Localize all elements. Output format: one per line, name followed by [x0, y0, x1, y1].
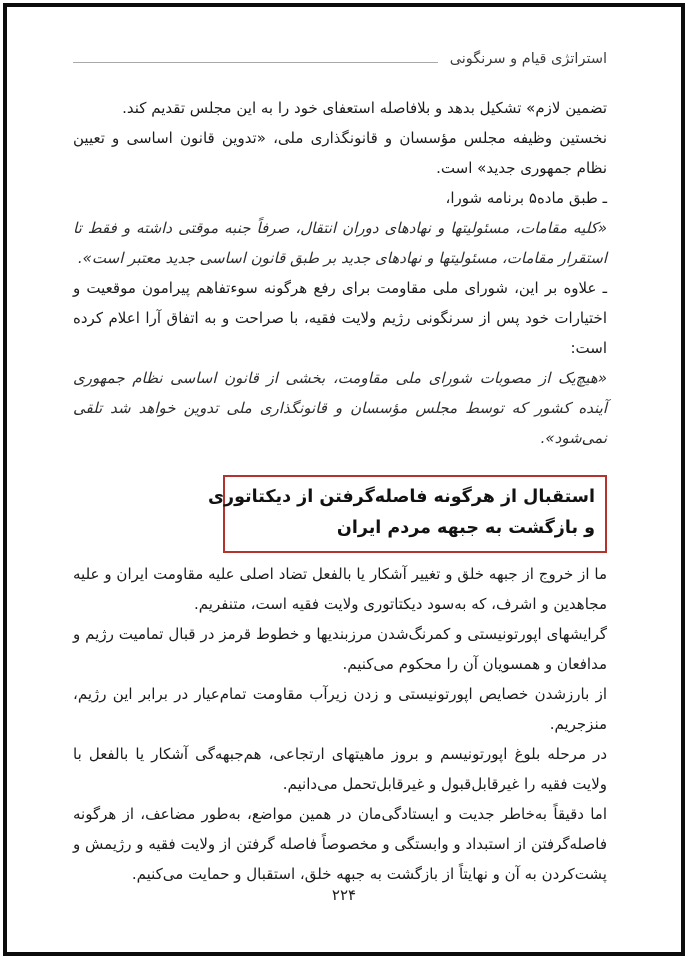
- paragraph: اما دقیقاً به‌خاطر جدیت و ایستادگی‌مان در همین مواضع، به‌طور مضاعف، از هرگونه فاصله‌گرفتن از استبداد و وابستگی و مخصوصاً فاصله گرفتن از ولایت فقیه و رژیمش و پشت‌کردن به آن و نهایتاً از بازگشت به جبهه خلق، استقبال و حمایت می‌کنیم.: [73, 805, 607, 883]
- running-head-title: استراتژی قیام و سرنگونی: [449, 51, 607, 67]
- page-body: [7, 7, 681, 952]
- paragraph: نخستین وظیفه مجلس مؤسسان و قانونگذاری ملی، «تدوین قانون اساسی و تعیین نظام جمهوری جدید» است.: [73, 129, 607, 177]
- running-head: [73, 51, 607, 67]
- paragraph: ما از خروج از جبهه خلق و تغییر آشکار یا بالفعل تضاد اصلی علیه مقاومت ایران و علیه مجاهدین و اشرف، که به‌سود دیکتاتوری ولایت فقیه است، متنفریم.: [73, 565, 607, 613]
- quotation-paragraph: «هیچ‌یک از مصوبات شورای ملی مقاومت، بخشی از قانون اساسی نظام جمهوری آینده کشور که توسط مجلس مؤسسان و قانونگذاری ملی تدوین خواهد شد تلقی نمی‌شود».: [73, 369, 607, 447]
- page-number: ۲۲۴: [331, 886, 357, 904]
- paragraph: در مرحله بلوغ اپورتونیسم و بروز ماهیتهای ارتجاعی، هم‌جبهه‌گی آشکار یا بالفعل با ولایت فقیه را غیرقابل‌قبول و غیرقابل‌تحمل می‌دانیم.: [73, 745, 607, 793]
- paragraph: از بارزشدن خصایص اپورتونیستی و زدن زیرآب مقاومت تمام‌عیار در برابر این رژیم، منزجریم.: [73, 685, 607, 733]
- paragraph: ـ طبق ماده۵ برنامه شورا،: [445, 189, 607, 207]
- section-heading-line-2: و بازگشت به جبهه مردم ایران: [336, 518, 595, 538]
- quotation-paragraph: «کلیه مقامات، مسئولیتها و نهادهای دوران انتقال، صرفاً جنبه موقتی داشته و فقط تا استقرار مقامات، مسئولیتها و نهادهای جدید بر طبق قانون اساسی جدید معتبر است».: [73, 219, 607, 267]
- paragraph: تضمین لازم» تشکیل بدهد و بلافاصله استعفای خود را به این مجلس تقدیم کند.: [122, 99, 607, 117]
- header-rule: [73, 62, 438, 63]
- page-frame: [3, 3, 685, 956]
- section-heading-box: [207, 475, 607, 553]
- text-column: [73, 93, 607, 889]
- section-heading-line-1: استقبال از هرگونه فاصله‌گرفتن از دیکتاتوری: [207, 487, 595, 507]
- paragraph: گرایشهای اپورتونیستی و کمرنگ‌شدن مرزبندیها و خطوط قرمز در قبال تمامیت رژیم و مدافعان و همسویان آن را محکوم می‌کنیم.: [73, 625, 607, 673]
- paragraph: ـ علاوه بر این، شورای ملی مقاومت برای رفع هرگونه سوءتفاهم پیرامون موقعیت و اختیارات خود پس از سرنگونی رژیم ولایت فقیه، با صراحت و به اتفاق آرا اعلام کرده است:: [73, 279, 607, 357]
